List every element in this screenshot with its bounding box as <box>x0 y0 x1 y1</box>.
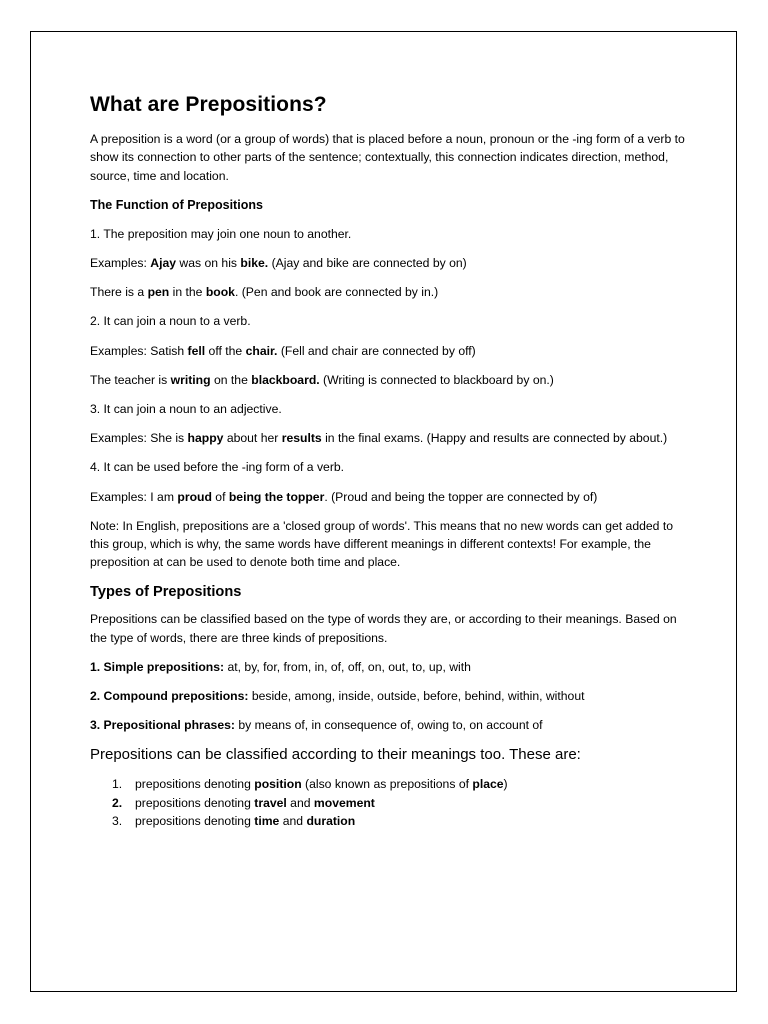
list-item: 3. prepositions denoting time and duration <box>112 814 356 829</box>
types-heading: Types of Prepositions <box>90 584 242 601</box>
function-point-1: 1. The preposition may join one noun to another. <box>90 226 352 241</box>
example-1b: There is a pen in the book. (Pen and book are connected by in.) <box>90 285 439 300</box>
simple-prepositions: 1. Simple prepositions: at, by, for, from, in, of, off, on, out, to, up, with <box>90 659 471 674</box>
note-paragraph: Note: In English, prepositions are a 'closed group of words'. This means that no new words can get added to this group, which is why, the same words have different meanings in different contexts! For example, the preposition at can be used to denote both time and place. <box>90 518 673 570</box>
prepositional-phrases: 3. Prepositional phrases: by means of, in consequence of, owing to, on account of <box>90 718 543 733</box>
function-point-2: 2. It can join a noun to a verb. <box>90 314 251 329</box>
example-2a: Examples: Satish fell off the chair. (Fell and chair are connected by off) <box>90 343 476 358</box>
example-1a: Examples: Ajay was on his bike. (Ajay and bike are connected by on) <box>90 256 467 270</box>
types-intro: Prepositions can be classified based on the type of words they are, or according to their meanings. Based on the type of words, there are three kinds of prepositions. <box>90 612 677 645</box>
page-title: What are Prepositions? <box>90 93 327 116</box>
document-body <box>90 92 690 831</box>
function-point-4: 4. It can be used before the -ing form of a verb. <box>90 460 345 475</box>
example-4: Examples: I am proud of being the topper. (Proud and being the topper are connected by of) <box>90 489 598 504</box>
meanings-intro: Prepositions can be classified according to their meanings too. These are: <box>90 746 581 764</box>
example-3: Examples: She is happy about her results in the final exams. (Happy and results are connected by about.) <box>90 431 668 446</box>
list-item: 1. prepositions denoting position (also known as prepositions of place) <box>112 777 508 792</box>
function-point-3: 3. It can join a noun to an adjective. <box>90 402 282 417</box>
list-item: 2. prepositions denoting travel and movement <box>112 795 375 810</box>
meanings-list <box>90 775 690 831</box>
function-heading: The Function of Prepositions <box>90 197 263 212</box>
compound-prepositions: 2. Compound prepositions: beside, among, inside, outside, before, behind, within, without <box>90 689 585 704</box>
example-2b: The teacher is writing on the blackboard. (Writing is connected to blackboard by on.) <box>90 372 554 387</box>
intro-paragraph: A preposition is a word (or a group of words) that is placed before a noun, pronoun or the -ing form of a verb to show its connection to other parts of the sentence; contextually, this connection indicates direction, method, source, time and location. <box>90 132 685 183</box>
